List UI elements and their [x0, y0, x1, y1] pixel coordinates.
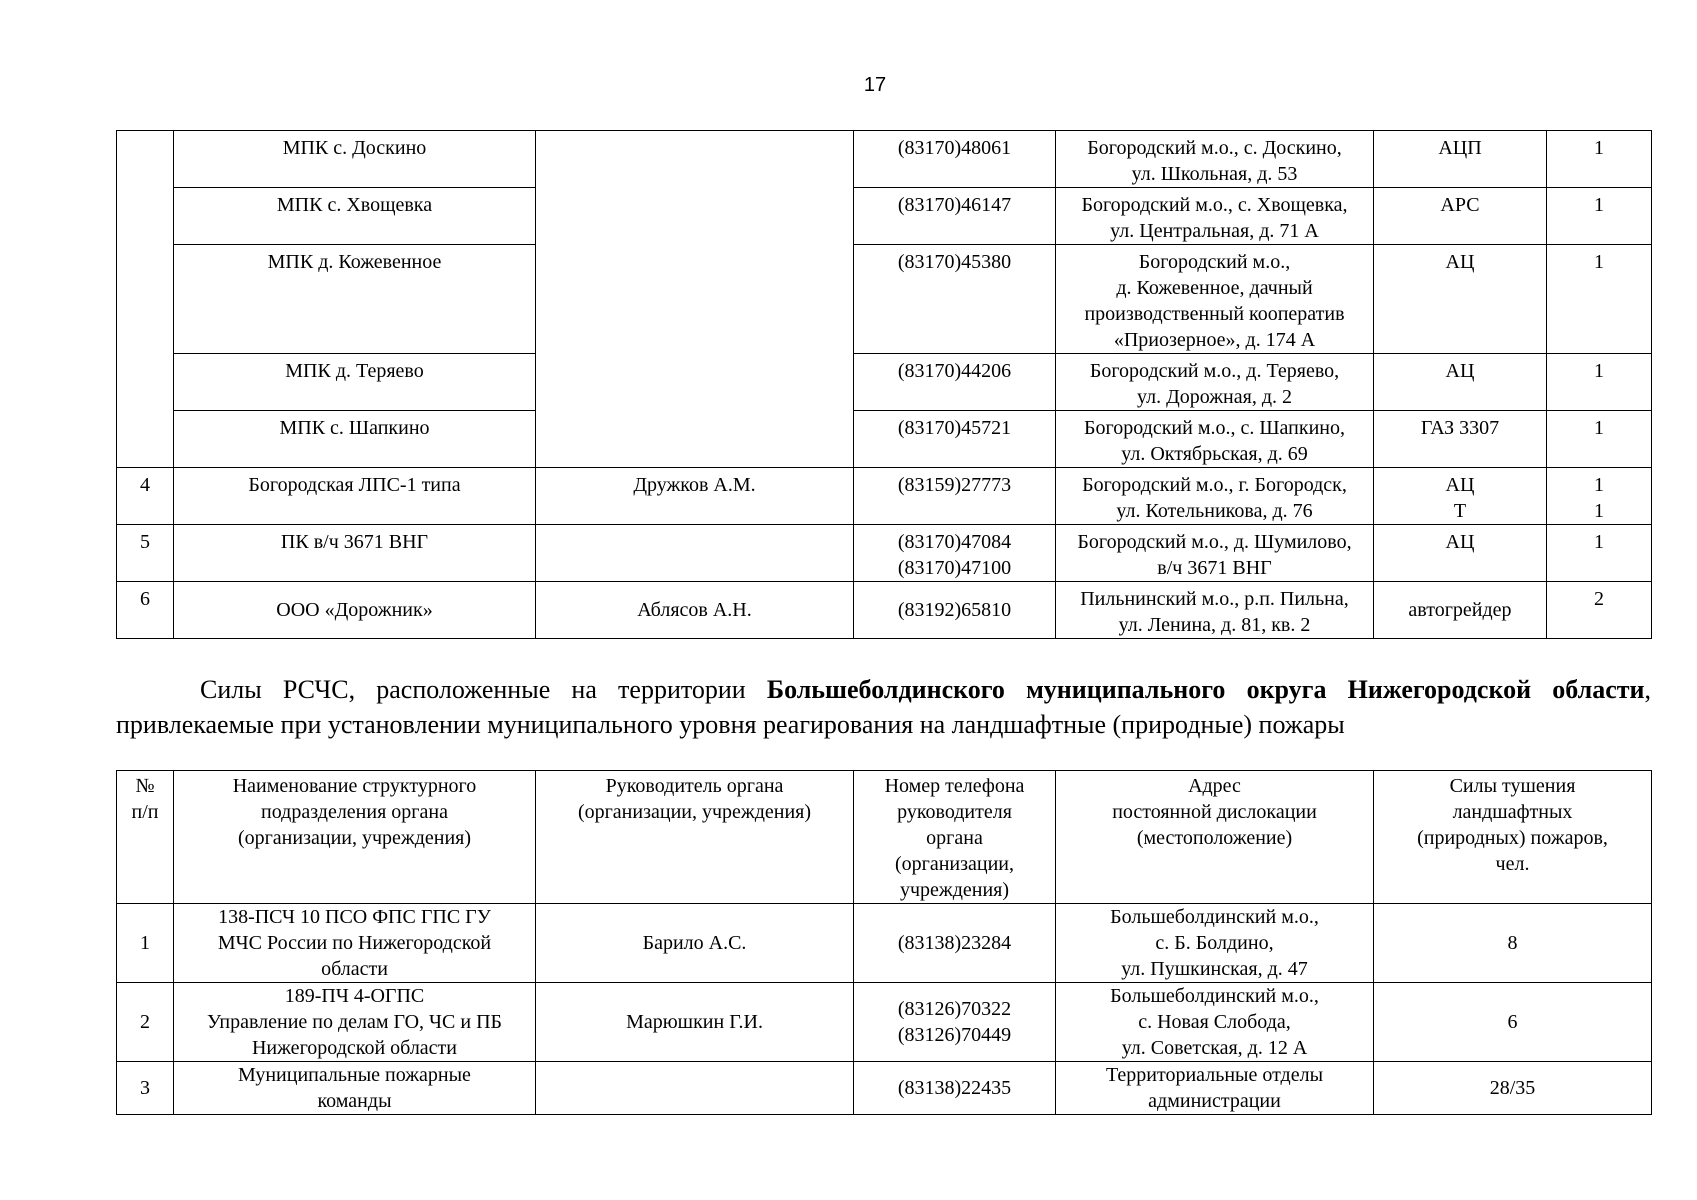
- table-header-row: [117, 771, 1652, 904]
- cell-line: 138-ПСЧ 10 ПСО ФПС ГПС ГУ: [218, 906, 491, 928]
- cell-line: (организации, учреждения): [237, 827, 472, 849]
- cell-line: (83170)47084: [897, 531, 1012, 553]
- cell-line: Богородский м.о., д. Теряево,: [1089, 360, 1340, 382]
- phone: [854, 983, 1056, 1062]
- equipment: [1374, 411, 1547, 468]
- cell-line: АЦ: [1445, 251, 1475, 273]
- section-heading: [116, 672, 1651, 742]
- table-row: [117, 188, 1652, 245]
- cell-line: (83170)45380: [897, 251, 1012, 273]
- equipment: [1374, 245, 1547, 354]
- table-row: [117, 1062, 1652, 1115]
- row-number: 2: [117, 983, 174, 1062]
- unit-head: Аблясов А.Н.: [536, 582, 854, 639]
- cell-line: №: [135, 775, 155, 797]
- cell-line: автогрейдер: [1408, 599, 1512, 621]
- cell-line: Большеболдинский м.о.,: [1110, 985, 1319, 1007]
- cell-line: 1: [1594, 137, 1604, 159]
- unit-name: МПК с. Хвощевка: [174, 188, 536, 245]
- cell-line: (83192)65810: [897, 599, 1012, 621]
- cell-line: подразделения органа: [261, 801, 448, 823]
- unit-head: Дружков А.М.: [536, 468, 854, 525]
- cell-line: 1: [1594, 194, 1604, 216]
- cell-line: 1: [1594, 500, 1604, 522]
- row-number: 1: [117, 904, 174, 983]
- table-row: [117, 468, 1652, 525]
- table-row: [117, 983, 1652, 1062]
- column-header: [174, 771, 536, 904]
- equipment: [1374, 525, 1547, 582]
- table-row: [117, 904, 1652, 983]
- count: [1547, 131, 1652, 188]
- column-header: [117, 771, 174, 904]
- phone: [854, 411, 1056, 468]
- column-header: [1374, 771, 1652, 904]
- table-row: [117, 411, 1652, 468]
- cell-line: ул. Ленина, д. 81, кв. 2: [1118, 614, 1311, 636]
- phone: [854, 904, 1056, 983]
- unit-head: [536, 1062, 854, 1115]
- table-row: [117, 354, 1652, 411]
- unit-head: [536, 525, 854, 582]
- heading-text-start: Силы РСЧС, расположенные на территории: [200, 675, 767, 704]
- unit-name: ПК в/ч 3671 ВНГ: [174, 525, 536, 582]
- phone: [854, 354, 1056, 411]
- address: [1056, 582, 1374, 639]
- cell-line: «Приозерное», д. 174 А: [1113, 329, 1316, 351]
- address: [1056, 904, 1374, 983]
- unit-name: [174, 983, 536, 1062]
- cell-line: МЧС России по Нижегородской: [217, 932, 492, 954]
- cell-line: Нижегородской области: [251, 1037, 458, 1059]
- cell-line: АЦ: [1445, 531, 1475, 553]
- cell-line: АЦП: [1438, 137, 1482, 159]
- cell-line: (организации,: [894, 853, 1015, 875]
- cell-line: 1: [1594, 531, 1604, 553]
- cell-line: Номер телефона: [884, 775, 1025, 797]
- address: [1056, 245, 1374, 354]
- equipment: [1374, 188, 1547, 245]
- address: [1056, 131, 1374, 188]
- cell-line: постоянной дислокации: [1112, 801, 1317, 823]
- phone: [854, 1062, 1056, 1115]
- row-number: 3: [117, 1062, 174, 1115]
- row-number: 4: [117, 468, 174, 525]
- cell-line: (83170)47100: [897, 557, 1012, 579]
- phone: [854, 245, 1056, 354]
- cell-line: Богородский м.о., с. Шапкино,: [1084, 417, 1345, 439]
- count: [1547, 525, 1652, 582]
- table-row: [117, 245, 1652, 354]
- count: [1547, 411, 1652, 468]
- cell-line: с. Б. Болдино,: [1155, 932, 1274, 954]
- unit-name: [174, 904, 536, 983]
- cell-line: Богородский м.о., г. Богородск,: [1082, 474, 1347, 496]
- count: [1547, 468, 1652, 525]
- cell-line: (83159)27773: [897, 474, 1012, 496]
- cell-line: Силы тушения: [1449, 775, 1576, 797]
- cell-line: (организации, учреждения): [577, 801, 812, 823]
- cell-line: ул. Пушкинская, д. 47: [1121, 958, 1308, 980]
- row-number: 5: [117, 525, 174, 582]
- cell-line: (местоположение): [1136, 827, 1293, 849]
- equipment: [1374, 131, 1547, 188]
- equipment: [1374, 468, 1547, 525]
- cell-line: (83170)46147: [897, 194, 1012, 216]
- unit-name: МПК с. Доскино: [174, 131, 536, 188]
- phone: [854, 188, 1056, 245]
- address: [1056, 468, 1374, 525]
- cell-line: 1: [1594, 417, 1604, 439]
- forces-count: 8: [1374, 904, 1652, 983]
- column-header: [536, 771, 854, 904]
- cell-line: (83138)22435: [897, 1077, 1012, 1099]
- cell-line: Наименование структурного: [232, 775, 477, 797]
- count: [1547, 188, 1652, 245]
- cell-line: ул. Советская, д. 12 А: [1121, 1037, 1308, 1059]
- cell-line: ул. Школьная, д. 53: [1131, 163, 1298, 185]
- cell-line: п/п: [131, 801, 159, 823]
- cell-line: АЦ: [1445, 474, 1475, 496]
- count: [1547, 582, 1652, 639]
- cell-line: команды: [317, 1090, 392, 1112]
- table-row: [117, 131, 1652, 188]
- cell-line: (83138)23284: [897, 932, 1012, 954]
- unit-head: [536, 131, 854, 468]
- address: [1056, 1062, 1374, 1115]
- unit-head: Барило А.С.: [536, 904, 854, 983]
- cell-line: Управление по делам ГО, ЧС и ПБ: [206, 1011, 503, 1033]
- column-header: [1056, 771, 1374, 904]
- cell-line: Т: [1453, 500, 1467, 522]
- address: [1056, 354, 1374, 411]
- cell-line: руководителя: [897, 801, 1012, 823]
- cell-line: производственный кооператив: [1084, 303, 1345, 325]
- row-number: [117, 131, 174, 468]
- cell-line: АЦ: [1445, 360, 1475, 382]
- cell-line: ул. Октябрьская, д. 69: [1121, 443, 1308, 465]
- address: [1056, 411, 1374, 468]
- equipment: [1374, 354, 1547, 411]
- heading-district: Большеболдинского муниципального округа Нижегородской области: [766, 675, 1645, 704]
- address: [1056, 983, 1374, 1062]
- cell-line: в/ч 3671 ВНГ: [1157, 557, 1272, 579]
- cell-line: (природных) пожаров,: [1417, 827, 1608, 849]
- cell-line: учреждения): [899, 879, 1010, 901]
- cell-line: Богородский м.о.,: [1138, 251, 1291, 273]
- cell-line: (83126)70322: [897, 998, 1012, 1020]
- cell-line: ул. Котельникова, д. 76: [1116, 500, 1313, 522]
- cell-line: Пильнинский м.о., р.п. Пильна,: [1080, 588, 1349, 610]
- cell-line: чел.: [1495, 853, 1530, 875]
- cell-line: (83170)48061: [897, 137, 1012, 159]
- unit-name: ООО «Дорожник»: [174, 582, 536, 639]
- forces-table-continued: [116, 130, 1652, 639]
- cell-line: 2: [1594, 588, 1604, 610]
- forces-count: 6: [1374, 983, 1652, 1062]
- cell-line: 1: [1594, 251, 1604, 273]
- row-number: 6: [117, 582, 174, 639]
- page-number: 17: [863, 74, 887, 96]
- column-header: [854, 771, 1056, 904]
- address: [1056, 188, 1374, 245]
- cell-line: Большеболдинский м.о.,: [1110, 906, 1319, 928]
- bolshoeboldino-forces-table: [116, 770, 1652, 1115]
- cell-line: АРС: [1440, 194, 1480, 216]
- cell-line: области: [321, 958, 388, 980]
- cell-line: органа: [926, 827, 983, 849]
- cell-line: ландшафтных: [1452, 801, 1573, 823]
- phone: [854, 525, 1056, 582]
- cell-line: Руководитель органа: [605, 775, 784, 797]
- cell-line: 1: [1594, 474, 1604, 496]
- table-row: [117, 525, 1652, 582]
- forces-count: 28/35: [1374, 1062, 1652, 1115]
- cell-line: ул. Центральная, д. 71 А: [1110, 220, 1319, 242]
- phone: [854, 582, 1056, 639]
- cell-line: Богородский м.о., с. Хвощевка,: [1081, 194, 1348, 216]
- phone: [854, 468, 1056, 525]
- cell-line: ГАЗ 3307: [1420, 417, 1500, 439]
- cell-line: ул. Дорожная, д. 2: [1136, 386, 1293, 408]
- unit-name: Богородская ЛПС-1 типа: [174, 468, 536, 525]
- unit-name: [174, 1062, 536, 1115]
- unit-name: МПК д. Теряево: [174, 354, 536, 411]
- table-row: [117, 582, 1652, 639]
- cell-line: (83170)44206: [897, 360, 1012, 382]
- cell-line: Территориальные отделы: [1105, 1064, 1324, 1086]
- count: [1547, 354, 1652, 411]
- phone: [854, 131, 1056, 188]
- address: [1056, 525, 1374, 582]
- cell-line: 1: [1594, 360, 1604, 382]
- cell-line: Богородский м.о., с. Доскино,: [1087, 137, 1342, 159]
- cell-line: 189-ПЧ 4-ОГПС: [284, 985, 425, 1007]
- count: [1547, 245, 1652, 354]
- heading-text-end: , привлекаемые при установлении муниципального уровня реагирования на ландшафтные (природные) пожары: [116, 675, 1651, 739]
- unit-head: Марюшкин Г.И.: [536, 983, 854, 1062]
- cell-line: д. Кожевенное, дачный: [1116, 277, 1313, 299]
- unit-name: МПК д. Кожевенное: [174, 245, 536, 354]
- cell-line: (83170)45721: [897, 417, 1012, 439]
- equipment: [1374, 582, 1547, 639]
- cell-line: Адрес: [1188, 775, 1241, 797]
- cell-line: администрации: [1148, 1090, 1281, 1112]
- cell-line: с. Новая Слобода,: [1138, 1011, 1291, 1033]
- cell-line: (83126)70449: [897, 1024, 1012, 1046]
- cell-line: Богородский м.о., д. Шумилово,: [1077, 531, 1352, 553]
- cell-line: Муниципальные пожарные: [238, 1064, 471, 1086]
- unit-name: МПК с. Шапкино: [174, 411, 536, 468]
